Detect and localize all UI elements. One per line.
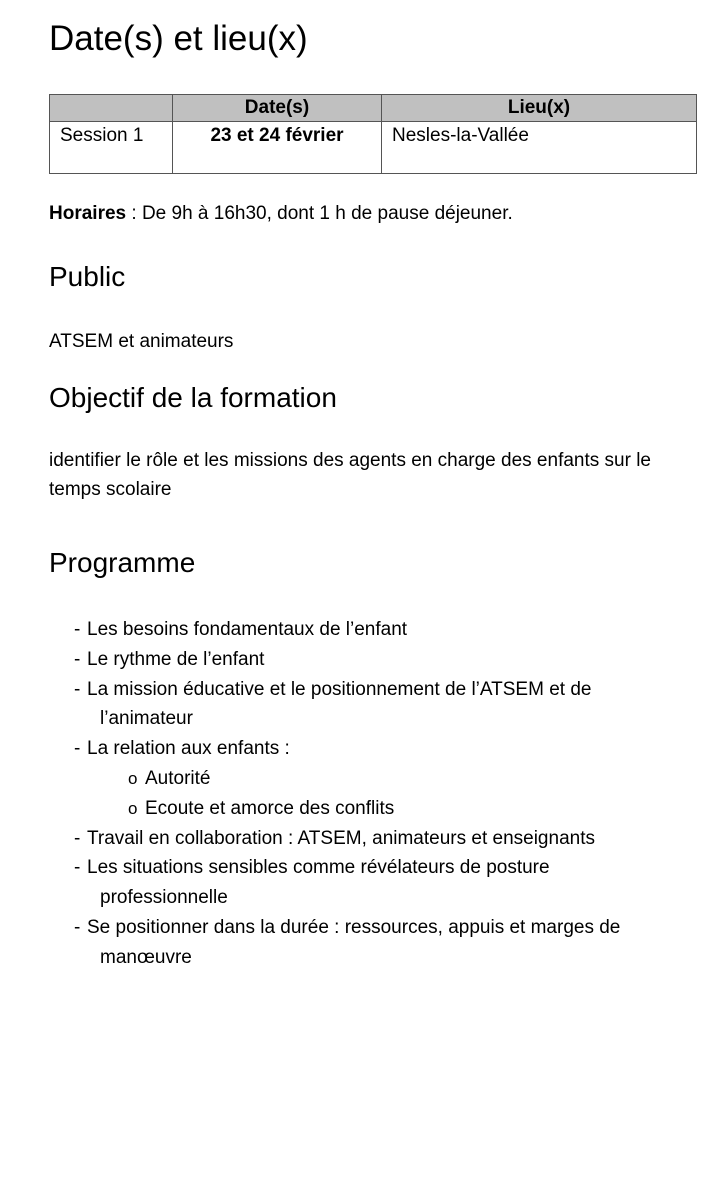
schedule-text: : De 9h à 16h30, dont 1 h de pause déjeuner. [126,203,513,224]
sessions-table [49,94,697,174]
list-item-text: Les besoins fondamentaux de l’enfant [87,619,408,640]
list-item-text: La relation aux enfants : [87,738,290,760]
sub-list [100,764,674,824]
list-item [74,853,674,913]
sub-list-item [100,794,674,824]
dash-marker: - [74,827,81,849]
dash-marker: - [74,738,81,760]
schedule-label: Horaires [49,203,127,224]
circle-bullet-icon: o [128,798,138,818]
list-item-text: Travail en collaboration : ATSEM, animateurs et enseignants [87,827,595,849]
sub-list-item [100,764,674,794]
list-item-text: La mission éducative et le positionnement de l’ATSEM et de l’animateur [87,678,592,730]
public-text: ATSEM et animateurs [49,331,234,352]
list-item [74,913,674,973]
list-item-text: Se positionner dans la durée : ressources, appuis et marges de manœuvre [87,916,621,968]
schedule-paragraph [49,199,696,228]
list-item [74,645,674,675]
list-item [74,615,674,645]
program-heading: Programme [49,547,196,578]
dash-marker: - [74,648,81,670]
session-cell: Session 1 [50,122,173,174]
dash-marker: - [74,619,81,640]
dates-cell: 23 et 24 février [173,122,382,174]
table-row [50,122,697,174]
table-header-dates: Date(s) [173,95,382,122]
objective-heading: Objectif de la formation [49,382,337,413]
dash-marker: - [74,678,81,700]
list-item-text: Le rythme de l’enfant [87,648,265,670]
objective-text: identifier le rôle et les missions des agents en charge des enfants sur le temps scolaire [49,450,651,500]
location-cell: Nesles-la-Vallée [382,122,697,174]
table-header-row [50,95,697,122]
sub-list-item-text: Autorité [145,767,211,789]
dash-marker: - [74,916,81,938]
list-item [74,675,674,735]
circle-bullet-icon: o [128,768,138,788]
dash-marker: - [74,857,81,879]
public-heading: Public [49,261,126,292]
list-item-text: Les situations sensibles comme révélateurs de posture professionnelle [87,857,550,909]
table-header-location: Lieu(x) [382,95,697,122]
program-list [74,615,674,973]
page-title: Date(s) et lieu(x) [49,19,308,58]
table-header-session [50,95,173,122]
list-item [74,824,674,854]
list-item [74,734,674,823]
sub-list-item-text: Ecoute et amorce des conflits [145,797,395,819]
